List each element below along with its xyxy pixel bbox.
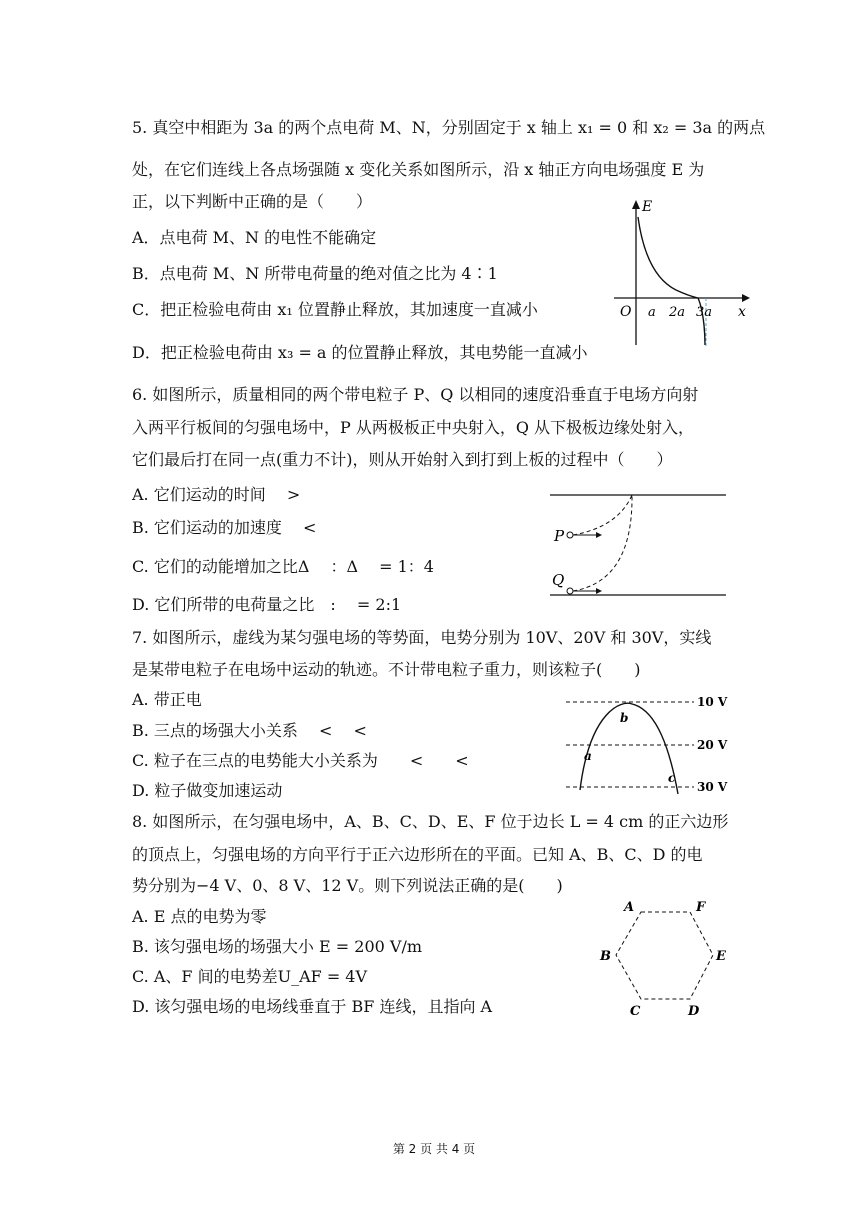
q5-tick-3a: 3a (696, 305, 713, 320)
q7-stem-line-1: 7. 如图所示，虚线为某匀强电场的等势面，电势分别为 10V、20V 和 30V，实线 (132, 628, 712, 647)
q8-stem-line-1: 8. 如图所示，在匀强电场中，A、B、C、D、E、F 位于边长 L = 4 cm 的正六边形 (132, 812, 729, 831)
q5-option-c: C．把正检验电荷由 x₁ 位置静止释放，其加速度一直减小 (132, 300, 538, 319)
q5-origin-label: O (620, 304, 632, 320)
q5-option-b: B．点电荷 M、N 所带电荷量的绝对值之比为 4∶1 (132, 264, 498, 283)
q5-stem-line-3: 正，以下判断中正确的是（ ） (132, 192, 373, 211)
q6-plates-diagram (548, 485, 730, 603)
q5-axis-x-label: x (738, 304, 746, 320)
q7-point-a: a (584, 749, 592, 763)
q5-stem-line-1: 5. 真空中相距为 3a 的两个点电荷 M、N，分别固定于 x 轴上 x₁ = 0 和 x₂ = 3a 的两点 (132, 118, 766, 137)
q8-option-a: A. E 点的电势为零 (132, 907, 267, 926)
q6-stem-line-2: 入两平行板间的匀强电场中，P 从两极板正中央射入，Q 从下极板边缘处射入， (132, 418, 695, 437)
q8-vertex-c: C (630, 1004, 641, 1019)
q7-option-c: C. 粒子在三点的电势能大小关系为 < < (132, 751, 469, 770)
q7-option-d: D. 粒子做变加速运动 (132, 781, 283, 800)
q8-vertex-d: D (688, 1004, 700, 1019)
q6-label-p: P (554, 527, 565, 545)
q6-option-c: C. 它们的动能增加之比Δ ：Δ = 1：4 (132, 557, 434, 576)
q7-stem-line-2: 是某带电粒子在电场中运动的轨迹。不计带电粒子重力，则该粒子( ) (132, 660, 641, 679)
q5-axis-e-label: E (642, 199, 653, 215)
q7-option-a: A. 带正电 (132, 690, 202, 709)
q7-point-b: b (620, 711, 629, 725)
q8-vertex-b: B (600, 949, 611, 964)
q6-label-q: Q (552, 571, 565, 589)
q6-stem-line-1: 6. 如图所示，质量相同的两个带电粒子 P、Q 以相同的速度沿垂直于电场方向射 (132, 385, 699, 404)
q7-equipotential-diagram (562, 690, 742, 798)
q7-level-20v: 20 V (697, 738, 728, 752)
q5-tick-2a: 2a (669, 305, 686, 320)
q5-field-graph (614, 195, 754, 355)
q8-stem-line-2: 的顶点上，匀强电场的方向平行于正六边形所在的平面。已知 A、B、C、D 的电 (132, 845, 703, 864)
q8-option-c: C. A、F 间的电势差U_AF = 4V (132, 967, 368, 986)
q7-point-c: c (668, 771, 676, 785)
q7-level-30v: 30 V (697, 780, 728, 794)
q6-option-a: A. 它们运动的时间 > (132, 485, 301, 504)
q8-vertex-e: E (716, 949, 726, 964)
q5-option-d: D．把正检验电荷由 x₃ = a 的位置静止释放，其电势能一直减小 (132, 343, 588, 362)
q5-tick-a: a (648, 305, 656, 320)
q7-level-10v: 10 V (697, 695, 728, 709)
q5-stem-line-2: 处，在它们连线上各点场强随 x 变化关系如图所示，沿 x 轴正方向电场强度 E 为 (132, 160, 705, 179)
q6-stem-line-3: 它们最后打在同一点(重力不计)，则从开始射入到打到上板的过程中（ ） (132, 450, 673, 469)
q7-option-b: B. 三点的场强大小关系 < < (132, 721, 367, 740)
q5-option-a: A．点电荷 M、N 的电性不能确定 (132, 228, 377, 247)
q6-option-b: B. 它们运动的加速度 < (132, 518, 317, 537)
q8-option-d: D. 该匀强电场的电场线垂直于 BF 连线，且指向 A (132, 997, 493, 1016)
q8-hexagon-diagram (592, 895, 740, 1023)
page-footer: 第 2 页 共 4 页 (392, 1142, 476, 1156)
q8-vertex-a: A (624, 900, 635, 915)
q8-stem-line-3: 势分别为−4 V、0、8 V、12 V。则下列说法正确的是( ) (132, 876, 563, 895)
q8-vertex-f: F (696, 900, 706, 915)
q8-option-b: B. 该匀强电场的场强大小 E = 200 V/m (132, 937, 423, 956)
q6-option-d: D. 它们所带的电荷量之比 : = 2:1 (132, 595, 402, 614)
